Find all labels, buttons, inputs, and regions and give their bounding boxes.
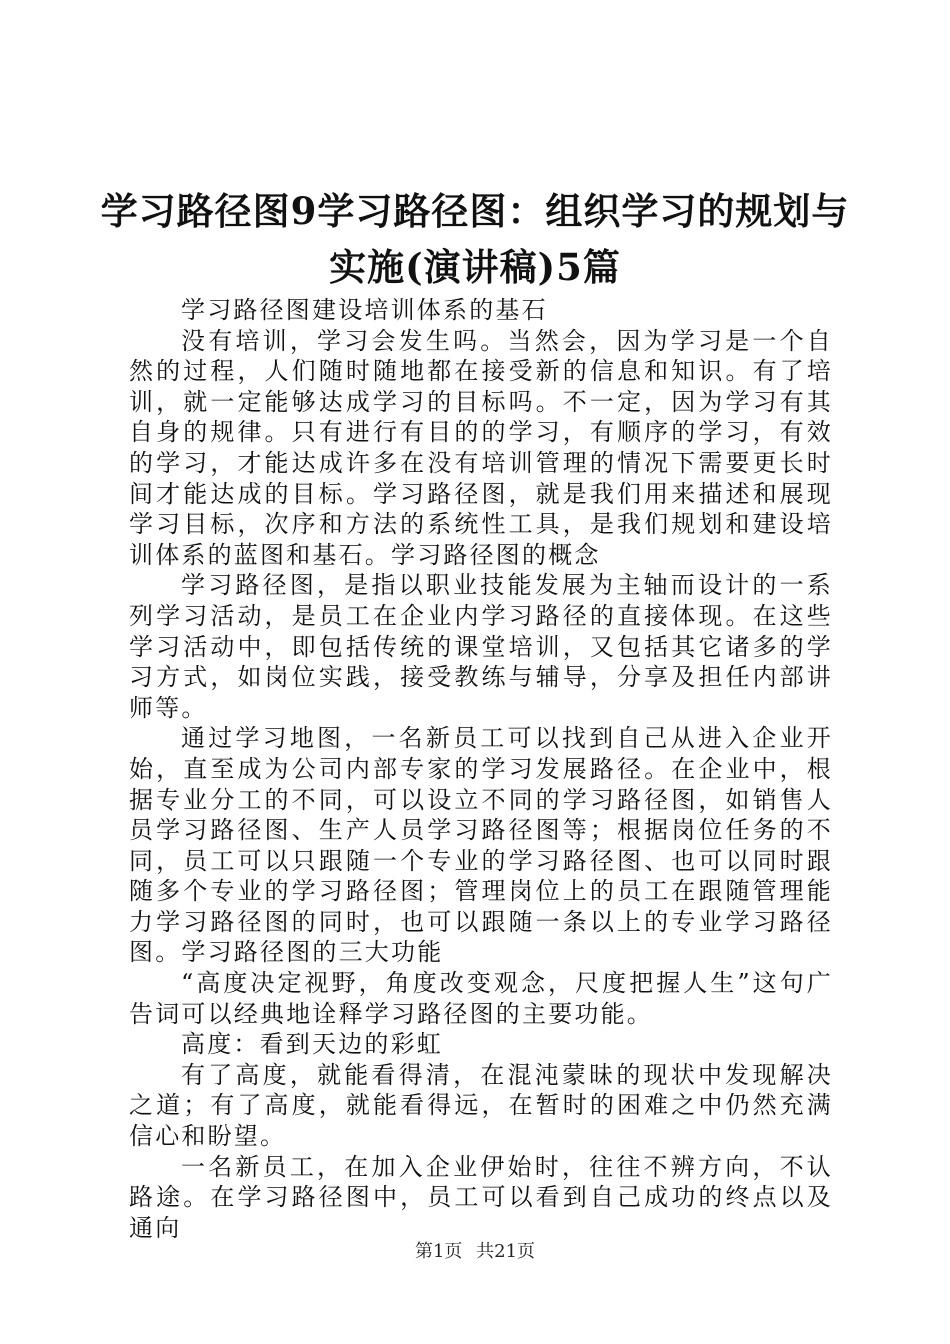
page-number: 第1页 bbox=[414, 1241, 463, 1262]
paragraph: 一名新员工，在加入企业伊始时，往往不辨方向，不认路途。在学习路径图中，员工可以看到自己成功的终点以及通向 bbox=[129, 1152, 833, 1242]
paragraph: 有了高度，就能看得清，在混沌蒙昧的现状中发现解决之道；有了高度，就能看得远，在暂时的困难之中仍然充满信心和盼望。 bbox=[129, 1060, 833, 1151]
paragraph: “高度决定视野，角度改变观念，尺度把握人生”这句广告词可以经典地诠释学习路径图的主要功能。 bbox=[129, 969, 833, 1028]
paragraph: 没有培训，学习会发生吗。当然会，因为学习是一个自然的过程，人们随时随地都在接受新的信息和知识。有了培训，就一定能够达成学习的目标吗。不一定，因为学习有其自身的规律。只有进行有目的的学习，有顺序的学习，有效的学习，才能达成许多在没有培训管理的情况下需要更长时间才能达成的目标。学习路径图，就是我们用来描述和展现学习目标，次序和方法的系统性工具，是我们规划和建设培训体系的蓝图和基石。学习路径图的概念 bbox=[129, 326, 833, 569]
page-footer bbox=[0, 1240, 950, 1264]
paragraph: 学习路径图，是指以职业技能发展为主轴而设计的一系列学习活动，是员工在企业内学习路径的直接体现。在这些学习活动中，即包括传统的课堂培训，又包括其它诸多的学习方式，如岗位实践，接受教练与辅导，分享及担任内部讲师等。 bbox=[129, 571, 833, 722]
section-heading-2: 高度：看到天边的彩虹 bbox=[181, 1030, 443, 1059]
paragraph: 通过学习地图，一名新员工可以找到自己从进入企业开始，直至成为公司内部专家的学习发展路径。在企业中，根据专业分工的不同，可以设立不同的学习路径图，如销售人员学习路径图、生产人员学习路径图等；根据岗位任务的不同，员工可以只跟随一个专业的学习路径图、也可以同时跟随多个专业的学习路径图；管理岗位上的员工在跟随管理能力学习路径图的同时，也可以跟随一条以上的专业学习路径图。学习路径图的三大功能 bbox=[129, 724, 833, 967]
document-title bbox=[100, 183, 850, 295]
document-body bbox=[129, 295, 833, 1243]
title-line-1: 学习路径图9学习路径图：组织学习的规划与 bbox=[100, 189, 850, 233]
page-total: 共21页 bbox=[476, 1241, 536, 1262]
title-line-2: 实施(演讲稿)5篇 bbox=[329, 245, 621, 289]
section-heading-1: 学习路径图建设培训体系的基石 bbox=[181, 296, 548, 324]
